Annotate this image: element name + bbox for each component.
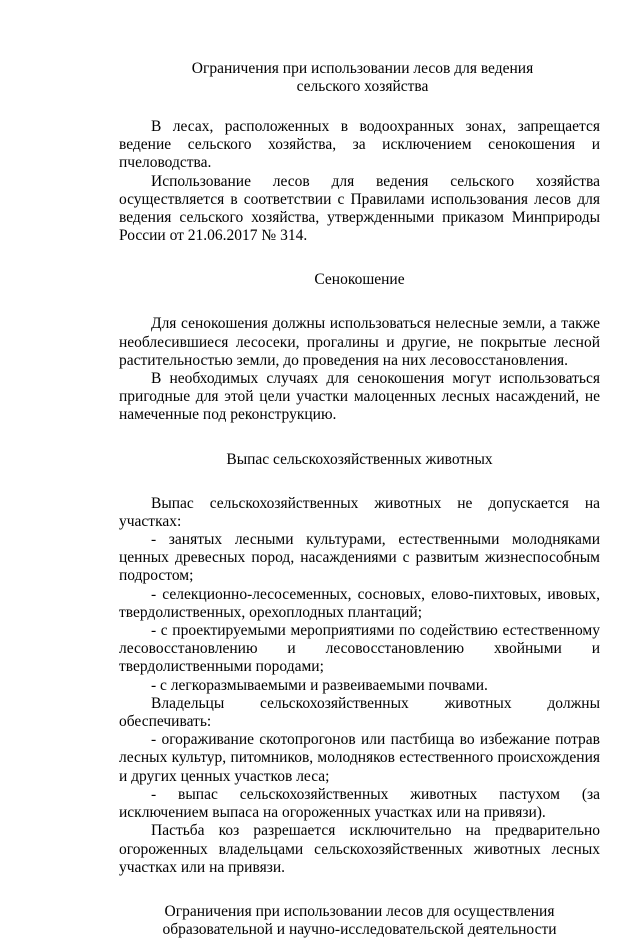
section-heading-agriculture [119, 60, 600, 96]
heading-line: сельского хозяйства [296, 78, 429, 95]
spacer [119, 469, 600, 495]
spacer [119, 289, 600, 315]
paragraph: Владельцы сельскохозяйственных животных должны обеспечивать: [119, 694, 600, 731]
list-item: - огораживание скотопрогонов или пастбища во избежание потрав лесных культур, питомников, молодняков естественного происхождения и других ценных участков леса; [119, 731, 600, 785]
heading-line: Ограничения при использовании лесов для осуществления образовательной и научно-исследовательской деятельности [162, 902, 557, 938]
spacer [119, 245, 600, 271]
paragraph: Использование лесов для ведения сельского хозяйства осуществляется в соответствии с Правилами использования лесов для ведения сельского хозяйства, утвержденными приказом Минприроды России от 21.06.2017 № 314. [119, 172, 600, 245]
list-item: - с проектируемыми мероприятиями по содействию естественному лесовосстановлению и лесовосстановлению хвойными и твердолиственными породами; [119, 622, 600, 676]
section-heading-haymaking [119, 271, 600, 289]
heading-line: Сенокошение [314, 271, 405, 289]
paragraph: В необходимых случаях для сенокошения могут использоваться пригодные для этой цели участки малоценных лесных насаждений, не намеченные под реконструкцию. [119, 370, 600, 424]
paragraph: Для сенокошения должны использоваться нелесные земли, а также необлесившиеся лесосеки, прогалины и другие, не покрытые лесной растительностью земли, до проведения на них лесовосстановления. [119, 315, 600, 369]
list-item: - селекционно-лесосеменных, сосновых, елово-пихтовых, ивовых, твердолиственных, орехоплодных плантаций; [119, 585, 600, 621]
spacer [119, 425, 600, 451]
section-heading-education [119, 903, 600, 939]
list-item: - занятых лесными культурами, естественными молодняками ценных древесных пород, насаждениями с развитым жизнеспособным подростом; [119, 531, 600, 585]
paragraph: Выпас сельскохозяйственных животных не допускается на участках: [119, 494, 600, 530]
heading-line: Выпас сельскохозяйственных животных [226, 450, 493, 468]
list-item: - с легкоразмываемыми и развеиваемыми почвами. [151, 676, 488, 694]
paragraph: Пастьба коз разрешается исключительно на предварительно огороженных владельцами сельскохозяйственных животных лесных участках или на привязи. [119, 822, 600, 876]
spacer [119, 96, 600, 118]
list-item: - выпас сельскохозяйственных животных пастухом (за исключением выпаса на огороженных участках или на привязи). [119, 785, 600, 822]
paragraph: В лесах, расположенных в водоохранных зонах, запрещается ведение сельского хозяйства, за исключением сенокошения и пчеловодства. [119, 118, 600, 172]
spacer [119, 877, 600, 903]
section-heading-grazing [119, 451, 600, 469]
heading-line: Ограничения при использовании лесов для ведения [191, 60, 534, 77]
